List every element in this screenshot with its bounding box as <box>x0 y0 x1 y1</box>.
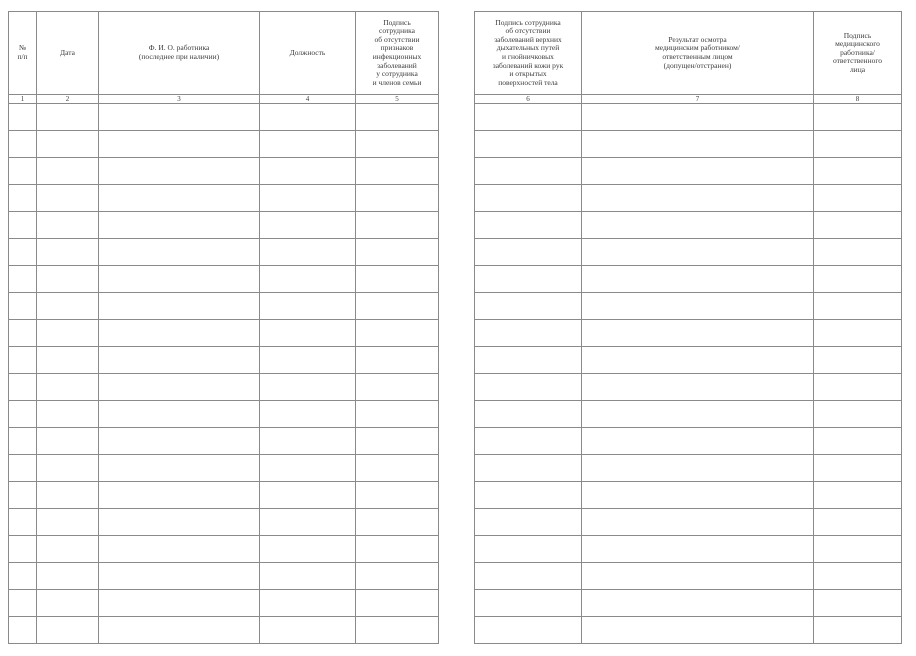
table-cell <box>9 158 37 185</box>
table-cell <box>260 428 356 455</box>
table-cell <box>814 617 902 644</box>
table-row <box>9 617 439 644</box>
table-cell <box>37 185 99 212</box>
table-cell <box>582 590 814 617</box>
table-cell <box>37 131 99 158</box>
table-cell <box>260 536 356 563</box>
table-cell <box>814 374 902 401</box>
table-row <box>9 131 439 158</box>
table-cell <box>260 563 356 590</box>
table-cell <box>356 563 439 590</box>
table-cell <box>582 293 814 320</box>
table-row <box>475 212 902 239</box>
table-cell <box>475 455 582 482</box>
table-row <box>9 104 439 131</box>
table-cell <box>9 131 37 158</box>
table-cell <box>9 482 37 509</box>
table-cell <box>475 320 582 347</box>
table-cell <box>37 509 99 536</box>
table-row <box>9 347 439 374</box>
column-number-row <box>9 95 439 104</box>
table-row <box>9 401 439 428</box>
table-cell <box>356 131 439 158</box>
table-cell <box>356 320 439 347</box>
right-page-table <box>474 11 902 644</box>
table-cell <box>356 401 439 428</box>
table-cell <box>99 428 260 455</box>
table-row <box>475 563 902 590</box>
table-cell <box>99 482 260 509</box>
table-cell <box>37 239 99 266</box>
table-row <box>9 563 439 590</box>
table-cell <box>814 347 902 374</box>
table-row <box>475 185 902 212</box>
table-cell <box>9 293 37 320</box>
column-number: 5 <box>356 95 439 104</box>
table-row <box>9 536 439 563</box>
table-cell <box>475 131 582 158</box>
table-cell <box>814 266 902 293</box>
table-cell <box>37 104 99 131</box>
table-cell <box>356 536 439 563</box>
table-cell <box>260 617 356 644</box>
table-cell <box>37 482 99 509</box>
table-cell <box>475 158 582 185</box>
table-cell <box>356 212 439 239</box>
table-cell <box>99 293 260 320</box>
table-cell <box>99 266 260 293</box>
table-cell <box>582 401 814 428</box>
left-page-table <box>8 11 439 644</box>
table-cell <box>9 617 37 644</box>
table-cell <box>356 347 439 374</box>
table-cell <box>814 563 902 590</box>
table-cell <box>260 509 356 536</box>
table-cell <box>814 185 902 212</box>
table-row <box>9 374 439 401</box>
table-cell <box>356 239 439 266</box>
table-cell <box>99 239 260 266</box>
table-cell <box>37 428 99 455</box>
table-cell <box>814 158 902 185</box>
table-row <box>475 158 902 185</box>
table-cell <box>582 131 814 158</box>
table-cell <box>356 293 439 320</box>
column-number: 7 <box>582 95 814 104</box>
table-cell <box>475 428 582 455</box>
table-cell <box>99 212 260 239</box>
table-cell <box>99 590 260 617</box>
table-cell <box>814 536 902 563</box>
table-cell <box>99 563 260 590</box>
col-number-header: № п/п <box>9 12 37 95</box>
column-number: 6 <box>475 95 582 104</box>
col-worker-name-header: Ф. И. О. работника (последнее при наличии) <box>99 12 260 95</box>
table-cell <box>356 617 439 644</box>
table-cell <box>99 455 260 482</box>
table-cell <box>99 347 260 374</box>
table-row <box>475 428 902 455</box>
table-row <box>9 482 439 509</box>
table-cell <box>356 590 439 617</box>
table-row <box>9 320 439 347</box>
table-cell <box>814 320 902 347</box>
table-cell <box>9 536 37 563</box>
table-cell <box>99 185 260 212</box>
table-cell <box>99 320 260 347</box>
table-cell <box>814 293 902 320</box>
table-row <box>9 185 439 212</box>
table-cell <box>582 320 814 347</box>
table-cell <box>260 347 356 374</box>
table-row <box>9 455 439 482</box>
table-cell <box>475 212 582 239</box>
table-cell <box>37 617 99 644</box>
table-cell <box>260 455 356 482</box>
col-inspection-result-header: Результат осмотра медицинским работником/ ответственным лицом (допущен/отстранен) <box>582 12 814 95</box>
table-row <box>9 293 439 320</box>
col-employee-signature-header: Подпись сотрудника об отсутствии признаков инфекционных заболеваний у сотрудника и членов семьи <box>356 12 439 95</box>
table-cell <box>475 293 582 320</box>
table-cell <box>260 239 356 266</box>
col-position-header: Должность <box>260 12 356 95</box>
table-cell <box>260 482 356 509</box>
table-cell <box>37 266 99 293</box>
table-cell <box>9 212 37 239</box>
table-cell <box>582 239 814 266</box>
table-cell <box>9 320 37 347</box>
table-cell <box>260 212 356 239</box>
table-cell <box>9 401 37 428</box>
table-cell <box>814 428 902 455</box>
column-number: 1 <box>9 95 37 104</box>
table-cell <box>814 455 902 482</box>
column-number: 2 <box>37 95 99 104</box>
table-row <box>475 509 902 536</box>
table-cell <box>475 239 582 266</box>
table-cell <box>99 509 260 536</box>
table-cell <box>582 563 814 590</box>
table-cell <box>260 590 356 617</box>
table-cell <box>9 104 37 131</box>
table-cell <box>37 590 99 617</box>
table-row <box>475 617 902 644</box>
table-cell <box>9 239 37 266</box>
table-cell <box>475 617 582 644</box>
table-cell <box>9 428 37 455</box>
table-cell <box>260 104 356 131</box>
column-number: 4 <box>260 95 356 104</box>
table-cell <box>356 266 439 293</box>
table-cell <box>582 212 814 239</box>
table-cell <box>9 590 37 617</box>
table-cell <box>582 374 814 401</box>
table-cell <box>582 455 814 482</box>
table-row <box>475 374 902 401</box>
column-number-row <box>475 95 902 104</box>
table-cell <box>475 401 582 428</box>
table-cell <box>582 347 814 374</box>
table-row <box>9 239 439 266</box>
table-cell <box>99 536 260 563</box>
table-cell <box>475 185 582 212</box>
header-row <box>9 12 439 95</box>
table-cell <box>814 104 902 131</box>
table-cell <box>99 158 260 185</box>
table-cell <box>260 401 356 428</box>
table-cell <box>9 509 37 536</box>
col-medic-signature-header: Подпись медицинского работника/ ответственного лица <box>814 12 902 95</box>
table-cell <box>9 455 37 482</box>
table-cell <box>582 536 814 563</box>
table-row <box>9 590 439 617</box>
table-cell <box>582 428 814 455</box>
table-cell <box>814 590 902 617</box>
table-cell <box>356 428 439 455</box>
table-row <box>9 212 439 239</box>
table-cell <box>814 509 902 536</box>
table-cell <box>9 347 37 374</box>
table-cell <box>260 293 356 320</box>
table-cell <box>475 563 582 590</box>
table-cell <box>582 185 814 212</box>
column-number: 8 <box>814 95 902 104</box>
table-cell <box>582 266 814 293</box>
table-row <box>475 266 902 293</box>
table-cell <box>475 347 582 374</box>
table-cell <box>356 185 439 212</box>
table-cell <box>9 185 37 212</box>
table-row <box>9 428 439 455</box>
table-cell <box>814 239 902 266</box>
table-cell <box>582 482 814 509</box>
table-row <box>475 536 902 563</box>
table-cell <box>475 104 582 131</box>
table-row <box>475 482 902 509</box>
table-cell <box>260 185 356 212</box>
table-cell <box>37 347 99 374</box>
table-row <box>9 158 439 185</box>
table-cell <box>99 617 260 644</box>
table-cell <box>475 266 582 293</box>
table-cell <box>37 212 99 239</box>
table-cell <box>814 131 902 158</box>
table-row <box>475 131 902 158</box>
table-cell <box>9 563 37 590</box>
table-cell <box>356 374 439 401</box>
table-cell <box>99 104 260 131</box>
table-row <box>475 455 902 482</box>
table-row <box>9 266 439 293</box>
col-health-signature-header: Подпись сотрудника об отсутствии заболеваний верхних дыхательных путей и гнойничковых заболеваний кожи рук и открытых поверхностей тела <box>475 12 582 95</box>
table-row <box>475 401 902 428</box>
table-cell <box>356 455 439 482</box>
table-cell <box>37 320 99 347</box>
table-cell <box>37 293 99 320</box>
table-cell <box>260 131 356 158</box>
table-cell <box>99 131 260 158</box>
table-row <box>475 239 902 266</box>
table-cell <box>37 563 99 590</box>
table-cell <box>260 158 356 185</box>
table-cell <box>260 374 356 401</box>
table-row <box>475 104 902 131</box>
table-cell <box>99 374 260 401</box>
table-cell <box>582 617 814 644</box>
table-row <box>475 590 902 617</box>
table-row <box>9 509 439 536</box>
table-cell <box>814 401 902 428</box>
table-cell <box>37 536 99 563</box>
table-cell <box>814 212 902 239</box>
table-cell <box>37 158 99 185</box>
table-cell <box>475 482 582 509</box>
table-cell <box>9 374 37 401</box>
header-row <box>475 12 902 95</box>
table-cell <box>37 401 99 428</box>
table-cell <box>260 266 356 293</box>
table-cell <box>260 320 356 347</box>
column-number: 3 <box>99 95 260 104</box>
table-cell <box>814 482 902 509</box>
table-cell <box>475 536 582 563</box>
table-cell <box>475 509 582 536</box>
table-cell <box>356 509 439 536</box>
table-cell <box>37 374 99 401</box>
table-cell <box>356 482 439 509</box>
table-cell <box>582 104 814 131</box>
table-row <box>475 347 902 374</box>
table-cell <box>37 455 99 482</box>
table-cell <box>475 590 582 617</box>
table-cell <box>475 374 582 401</box>
col-date-header: Дата <box>37 12 99 95</box>
table-cell <box>582 158 814 185</box>
table-cell <box>356 158 439 185</box>
table-cell <box>356 104 439 131</box>
table-cell <box>582 509 814 536</box>
table-cell <box>9 266 37 293</box>
table-cell <box>99 401 260 428</box>
table-row <box>475 320 902 347</box>
table-row <box>475 293 902 320</box>
